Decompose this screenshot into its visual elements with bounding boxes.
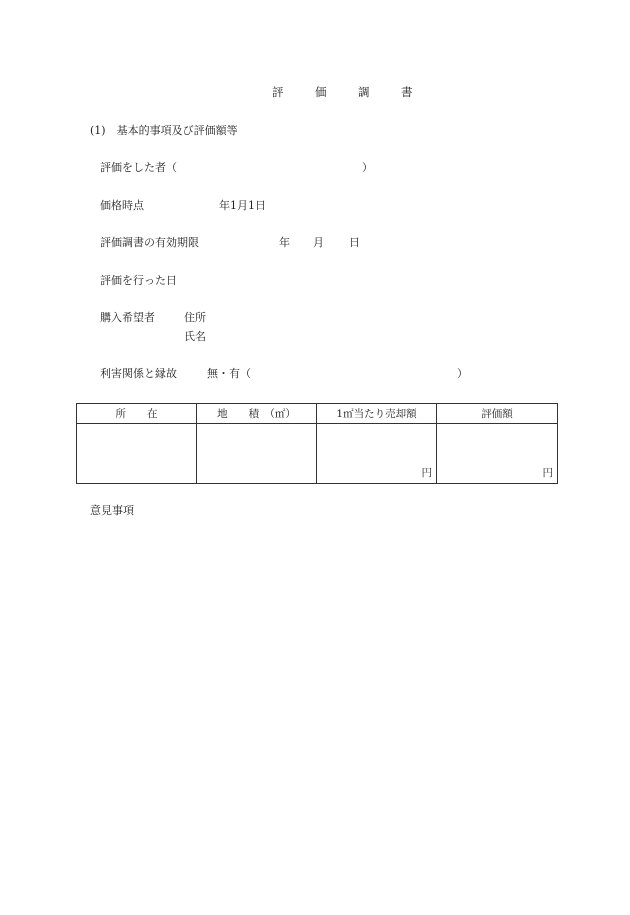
applicant-address-label: 住所 <box>184 311 206 324</box>
applicant-label: 購入希望者 <box>100 311 155 324</box>
evaluator-close-paren: ） <box>362 161 373 174</box>
interest-options: 無・有（ <box>207 367 251 380</box>
validity-month: 月 <box>313 236 324 249</box>
header-valuation: 評価額 <box>437 404 558 424</box>
table-row <box>77 424 558 484</box>
evaluator-label: 評価をした者（ <box>100 161 177 174</box>
cell-unit-price: 円 <box>317 424 437 484</box>
interest-close-paren: ） <box>457 367 468 380</box>
opinion-label: 意見事項 <box>90 504 134 517</box>
validity-label: 評価調書の有効期限 <box>100 236 199 249</box>
cell-location <box>77 424 197 484</box>
price-point-value: 年1月1日 <box>219 199 266 212</box>
table-header-row <box>77 404 558 424</box>
eval-date-label: 評価を行った日 <box>100 274 177 287</box>
header-unit-price: 1㎡当たり売却額 <box>317 404 437 424</box>
cell-area <box>197 424 317 484</box>
interest-label: 利害関係と縁故 <box>100 367 177 380</box>
header-location: 所 在 <box>77 404 197 424</box>
header-area: 地 積 （㎡） <box>197 404 317 424</box>
validity-year: 年 <box>279 236 290 249</box>
cell-valuation: 円 <box>437 424 558 484</box>
section-heading: (1) 基本的事項及び評価額等 <box>90 124 238 137</box>
evaluation-table <box>76 403 558 484</box>
applicant-name-label: 氏名 <box>184 330 206 343</box>
document-title: 評 価 調 書 <box>272 85 423 99</box>
validity-day: 日 <box>349 236 360 249</box>
price-point-label: 価格時点 <box>100 199 144 212</box>
